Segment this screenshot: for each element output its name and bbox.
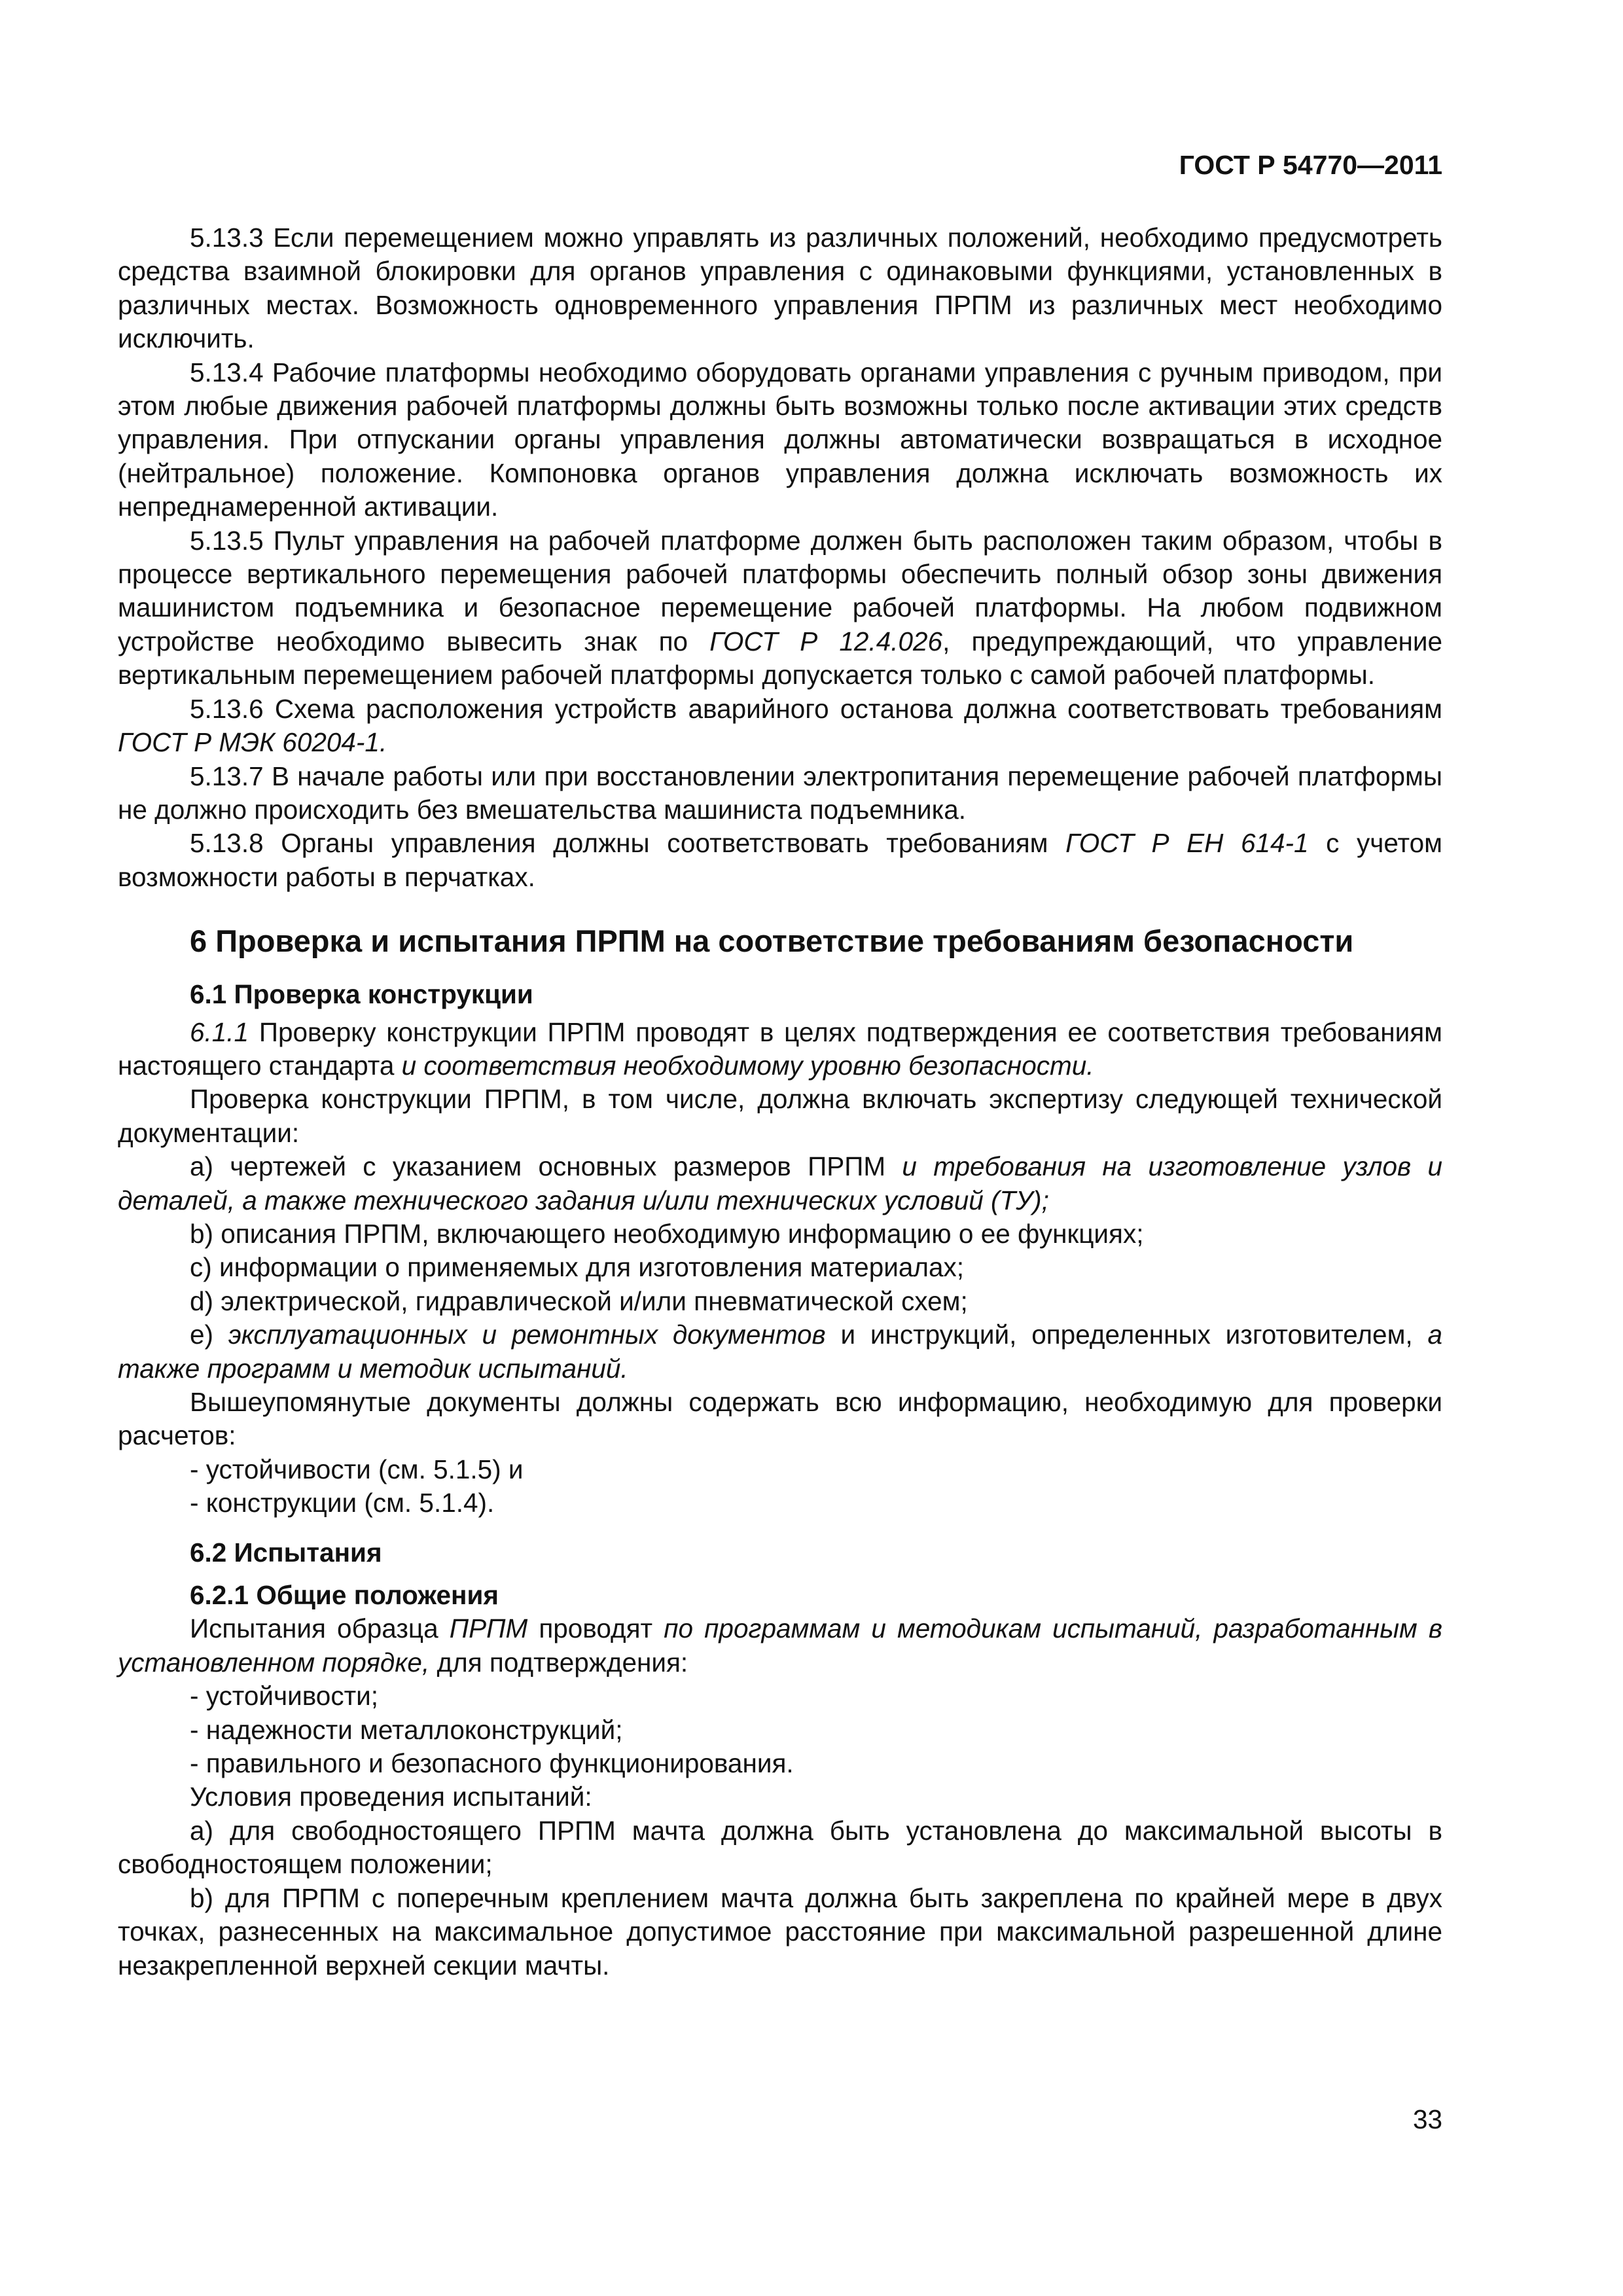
list-item-a bbox=[118, 1150, 1442, 1217]
italic-run: и требования на изготовление узлов и деталей, а также технического задания и/или технических условий (ТУ); bbox=[118, 1151, 1442, 1215]
page-number: 33 bbox=[1412, 2104, 1442, 2134]
clause-number: 6.1.1 bbox=[190, 1016, 249, 1047]
section-6-heading: 6 Проверка и испытания ПРПМ на соответствие требованиям безопасности bbox=[190, 924, 1354, 959]
document-body bbox=[118, 221, 1442, 1982]
dash-item-functioning: - правильного и безопасного функционирования. bbox=[190, 1748, 794, 1779]
paragraph-design-check: Проверка конструкции ПРПМ, в том числе, должна включать экспертизу следующей технической документации: bbox=[118, 1084, 1442, 1148]
standard-reference: ГОСТ Р МЭК 60204-1. bbox=[118, 727, 387, 758]
text-run: 5.13.6 Схема расположения устройств аварийного останова должна соответствовать требованиям bbox=[190, 693, 1442, 724]
text-run: 5.13.8 Органы управления должны соответствовать требованиям bbox=[190, 828, 1066, 859]
italic-run: по программам и методикам испытаний, разработанным в установленном порядке, bbox=[118, 1613, 1443, 1677]
text-run: проводят bbox=[527, 1613, 664, 1644]
list-item-e bbox=[118, 1318, 1442, 1386]
standard-reference: ГОСТ Р ЕН 614-1 bbox=[1065, 828, 1309, 859]
section-6-2-1-heading: 6.2.1 Общие положения bbox=[190, 1580, 499, 1611]
standard-reference: ГОСТ Р 12.4.026 bbox=[709, 626, 943, 656]
dash-item-reliability: - надежности металлоконструкций; bbox=[190, 1714, 623, 1745]
italic-run: а также программ и методик испытаний. bbox=[118, 1319, 1442, 1384]
paragraph-5-13-4: 5.13.4 Рабочие платформы необходимо оборудовать органами управления с ручным приводом, при этом любые движения рабочей платформы должны быть возможны только после активации этих средств управления. При отпускании органы управления должны автоматически возвращаться в исходное (нейтральное) положение. Компоновка органов управления должна исключать возможность их непреднамеренной активации. bbox=[118, 357, 1442, 522]
text-run: Испытания образца bbox=[190, 1613, 450, 1644]
paragraph-5-13-8 bbox=[118, 827, 1442, 894]
dash-item-stability: - устойчивости (см. 5.1.5) и bbox=[190, 1454, 524, 1484]
section-6-2-heading: 6.2 Испытания bbox=[190, 1537, 382, 1568]
dash-item-construction: - конструкции (см. 5.1.4). bbox=[190, 1488, 495, 1518]
text-run: а) чертежей с указанием основных размеров ПРПМ bbox=[190, 1151, 902, 1182]
list-item-c: c) информации о применяемых для изготовления материалах; bbox=[190, 1252, 965, 1283]
text-run: 5.13.5 Пульт управления на рабочей платформе должен быть расположен таким образом, чтобы в процессе вертикального перемещения рабочей платформы обеспечить полный обзор зоны движения машинистом подъемника и безопасное перемещение рабочей платформы. На любом подвижном устройстве необходимо вывесить знак по bbox=[118, 525, 1442, 656]
document-page bbox=[118, 0, 1442, 2296]
paragraph-documents: Вышеупомянутые документы должны содержать всю информацию, необходимую для проверки расчетов: bbox=[118, 1387, 1442, 1451]
condition-item-b: b) для ПРПМ с поперечным креплением мачта должна быть закреплена по крайней мере в двух точках, разнесенных на максимальное допустимое расстояние при максимальной разрешенной длине незакрепленной верхней секции мачты. bbox=[118, 1882, 1442, 1981]
section-6-1-heading: 6.1 Проверка конструкции bbox=[190, 979, 533, 1010]
text-run: с учетом возможности работы в перчатках. bbox=[118, 828, 1443, 892]
list-item-d: d) электрической, гидравлической и/или пневматической схем; bbox=[190, 1285, 968, 1316]
italic-run: эксплуатационных и ремонтных документов bbox=[228, 1319, 826, 1350]
text-run: Проверку конструкции ПРПМ проводят в целях подтверждения ее соответствия требованиям настоящего стандарта bbox=[118, 1016, 1442, 1081]
text-run: и инструкций, определенных изготовителем, bbox=[825, 1319, 1428, 1350]
text-run: , предупреждающий, что управление вертикальным перемещением рабочей платформы допускается только с самой рабочей платформы. bbox=[118, 626, 1442, 691]
italic-run: и соответствия необходимому уровню безопасности. bbox=[401, 1050, 1094, 1081]
dash-item-stability-test: - устойчивости; bbox=[190, 1681, 379, 1712]
condition-item-a: а) для свободностоящего ПРПМ мачта должна быть установлена до максимальной высоты в свободностоящем положении; bbox=[118, 1815, 1442, 1880]
paragraph-conditions: Условия проведения испытаний: bbox=[190, 1782, 592, 1812]
list-item-b: b) описания ПРПМ, включающего необходимую информацию о ее функциях; bbox=[190, 1218, 1144, 1249]
italic-run: ПРПМ bbox=[449, 1613, 528, 1644]
text-run: для подтверждения: bbox=[429, 1647, 688, 1677]
text-run: е) bbox=[190, 1319, 228, 1350]
paragraph-6-1-1 bbox=[118, 1016, 1442, 1083]
paragraph-5-13-7: 5.13.7 В начале работы или при восстановлении электропитания перемещение рабочей платформы не должно происходить без вмешательства машиниста подъемника. bbox=[118, 761, 1442, 825]
paragraph-5-13-5 bbox=[118, 524, 1442, 692]
paragraph-5-13-6 bbox=[118, 692, 1442, 760]
document-header: ГОСТ Р 54770—2011 bbox=[1179, 150, 1442, 180]
paragraph-tests bbox=[118, 1612, 1442, 1679]
paragraph-5-13-3: 5.13.3 Если перемещением можно управлять из различных положений, необходимо предусмотреть средства взаимной блокировки для органов управления с одинаковыми функциями, установленных в различных местах. Возможность одновременного управления ПРПМ из различных мест необходимо исключить. bbox=[118, 223, 1442, 354]
